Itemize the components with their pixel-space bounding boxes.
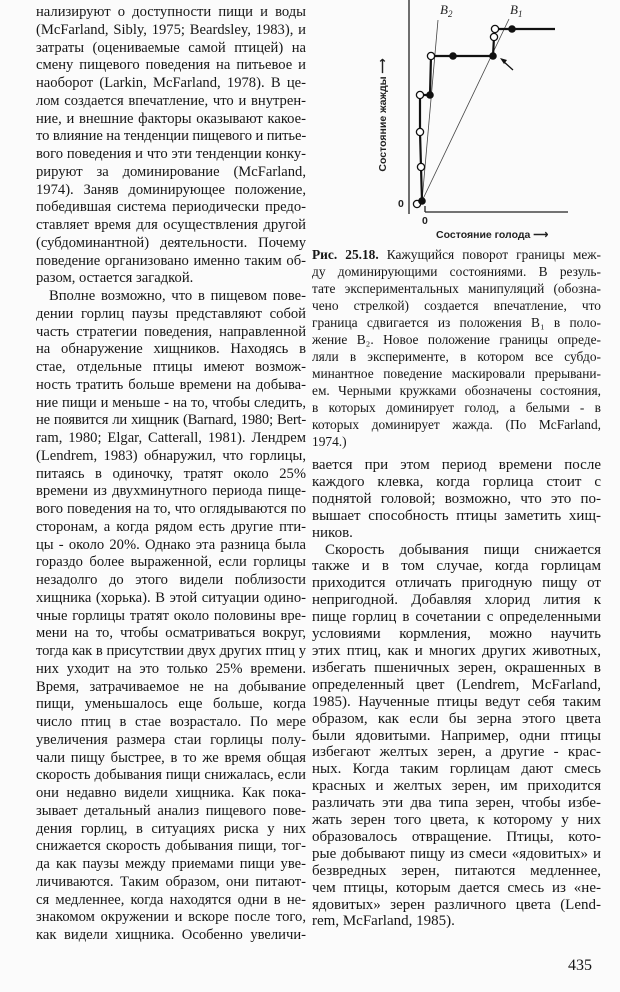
text-line: Время, затрачиваемое не на добывание <box>36 678 306 695</box>
text-line: пищи, уменьшалось еще больше, когда <box>36 696 306 713</box>
caption-line: минантное поведение маскировали прерывани- <box>312 366 601 381</box>
text-line: (McFarland, Sibly, 1975; Beardsley, 1983), и <box>36 21 306 38</box>
text-line: знакомом окружении и вскоре после того, <box>36 909 306 926</box>
text-line: времени из двухминутного периода пище- <box>36 483 306 500</box>
text-line: они недавно видели хищника. Как пока- <box>36 785 306 801</box>
manipulation-arrow-icon <box>500 58 513 70</box>
text-line: рые добывают пищу из смеси «ядовитых» и <box>312 845 601 862</box>
text-line: хищника (хорька). В этой ситуации одино- <box>36 589 306 606</box>
text-line: рируют за доминирование (McFarland, <box>36 163 306 180</box>
text-line: стае, отдельные птицы имеют возмож- <box>36 359 306 375</box>
paragraph <box>36 288 306 945</box>
text-line: снижается скорость добывания пищи, тог- <box>36 838 306 855</box>
trajectory-line <box>417 29 555 204</box>
text-line: как видели хищника. Особенно увеличи- <box>36 927 306 943</box>
caption-line: ем. Черными кружками обозначены состояния, <box>312 383 601 398</box>
text-line: ников. <box>312 524 353 541</box>
text-line: приходится отличать пригодную пищу от <box>312 575 601 592</box>
text-line: были ядовитыми. Например, одни птицы <box>312 727 601 744</box>
text-line: ние, и внешние факторы оказывают какое- <box>36 110 306 127</box>
text-line: вого поведения на то, что оглядываются по <box>36 501 306 517</box>
text-line: поведение организовано именно таким об- <box>36 252 306 269</box>
page-number: 435 <box>568 957 592 974</box>
text-line: победившая система периодически предо- <box>36 199 306 216</box>
text-line: лом создается впечатление, что и внутрен- <box>36 92 306 109</box>
text-line: зывает детальный анализ пищевого пове- <box>36 802 306 819</box>
text-line: на обнаружение хищников. Находясь в <box>36 341 306 358</box>
y-zero-label: 0 <box>398 198 404 210</box>
figure-caption <box>312 246 601 450</box>
text-line: пище горлиц в сочетании с определенными <box>312 609 601 626</box>
caption-line: тате экспериментальных манипуляций (обозна- <box>312 281 601 296</box>
text-line: дения горлиц, в ситуациях риска у них <box>36 820 306 837</box>
text-line: скорость добывания пищи снижалась, если <box>36 767 306 784</box>
text-line: избегают желтых зерен, а другие - крас- <box>312 744 601 761</box>
text-line: вого поведения и что эти тенденции конку- <box>36 146 306 162</box>
text-line: образом, как если бы зерна этого цвета <box>312 710 601 727</box>
caption-line: которых доминирует жажда. (По McFarland, <box>312 417 601 432</box>
text-line: различать эти два типа зерен, чтобы избе- <box>312 795 601 812</box>
text-line: увеличения размера стаи горлицы полу- <box>36 731 306 748</box>
paragraph <box>312 457 601 542</box>
text-line: также и в том случае, когда горлицам <box>312 558 601 575</box>
right-text-column <box>312 457 601 930</box>
text-line: 1974). Заняв доминирующее положение, <box>36 181 306 198</box>
figure-25-18 <box>360 0 620 240</box>
text-line: ядовитых» зерен различного цвета (Lend- <box>312 896 601 913</box>
text-line: красных и желтых зерен, им приходится <box>312 778 601 795</box>
text-line: этих птиц, как и многих других животных, <box>312 642 601 659</box>
text-line: жать зерен того цвета, к которому у них <box>312 812 601 829</box>
text-line: образовалось отвращение. Птицы, кото- <box>312 828 601 845</box>
text-line: ram, 1980; Elgar, Catterall, 1981). Лендрем <box>36 430 306 446</box>
x-axis <box>425 206 568 212</box>
boundary-line-b1 <box>422 19 509 201</box>
paragraph <box>312 542 601 931</box>
text-line: 1985). Наученные птицы ведут себя таким <box>312 693 601 710</box>
text-line: число птиц в стае возрастало. По мере <box>36 714 306 730</box>
text-line: ние пищи и меньше - на то, чтобы следить, <box>36 394 306 411</box>
x-axis-label: Состояние голода ⟶ <box>436 229 549 240</box>
text-line: питаясь в одиночку, тратят около 25% <box>36 465 306 482</box>
boundary-line-b2 <box>422 20 438 201</box>
text-line: часть стратегии поведения, направленной <box>36 323 306 340</box>
text-line: мени на то, чтобы осматриваться вокруг, <box>36 625 306 642</box>
caption-line: чено стрелкой) создается впечатление, что <box>312 298 601 313</box>
text-line: наоборот (Larkin, McFarland, 1978). В це- <box>36 75 306 91</box>
text-line: чали пищу быстрее, в то же время общая <box>36 749 306 766</box>
text-line: каждого клевка, когда горлица стоит с <box>312 473 601 490</box>
text-line: rem, McFarland, 1985). <box>312 913 455 930</box>
caption-line: в которых доминирует голод, а белыми - в <box>312 400 601 415</box>
text-line: Скорость добывания пищи снижается <box>325 541 601 558</box>
b1-label: $B_1$ <box>510 2 523 19</box>
text-line: чные горлицы тратят около половины вре- <box>36 607 306 624</box>
text-line: ность тратить больше времени на добыва- <box>36 376 306 393</box>
caption-line: ду доминирующими состояниями. В резуль- <box>312 264 601 279</box>
caption-line: 1974.) <box>312 434 347 449</box>
text-line: смену пищевого поведения на питьевое и <box>36 57 306 74</box>
text-line: условиями кормления, можно научить <box>312 626 601 643</box>
text-line: гораздо более выраженной, если горлицы <box>36 554 306 571</box>
text-line: них уходит на это только 25% времени. <box>36 660 306 677</box>
caption-line <box>312 246 601 263</box>
text-line: личиваются. Таким образом, они питают- <box>36 873 306 890</box>
text-line: ся медленнее, когда находятся одни в не- <box>36 891 306 908</box>
text-line: разом, остается загадкой. <box>36 270 194 287</box>
text-line: ных. Когда таким горлицам дают смесь <box>312 761 601 778</box>
paragraph <box>36 4 306 288</box>
b2-label: $B_2$ <box>440 2 453 19</box>
text-line: не появится ли хищник (Barnard, 1980; Bert- <box>36 412 306 429</box>
text-line: цы - около 20%. Однако эта разница была <box>36 536 306 553</box>
text-line: нализируют о доступности пищи и воды <box>36 4 306 20</box>
text-line: безвредных зерен, питаются медленнее, <box>312 862 601 879</box>
text-line: (Lendrem, 1983) обнаружил, что горлицы, <box>36 447 306 464</box>
text-line: избегать пшеничных зерен, окрашенных в <box>312 659 601 676</box>
text-line: (субдоминантной) деятельности. Почему <box>36 234 306 251</box>
caption-text: Кажущийся поворот границы меж- <box>378 247 601 262</box>
text-line: дении горлиц паузы представляют собой <box>36 305 306 322</box>
caption-line: жение B₂. Новое положение границы опреде- <box>312 332 601 347</box>
text-line: ставляет время для осуществления другой <box>36 217 306 233</box>
text-line: чем птицы, которым дается смесь из «не- <box>312 879 601 896</box>
text-line: Вполне возможно, что в пищевом пове- <box>49 288 306 304</box>
text-line: вается при этом период времени после <box>312 457 601 473</box>
left-text-column <box>36 4 306 945</box>
text-line: вышает способность птицы заметить хищ- <box>312 507 601 524</box>
text-line: затраты (оцениваемые самой птицей) на <box>36 39 306 56</box>
text-line: незадолго до этого видели поблизости <box>36 572 306 588</box>
text-line: сторонам, а когда рядом есть другие пти- <box>36 518 306 535</box>
text-line: непригодной. Добавляя хлорид лития к <box>312 592 601 609</box>
figure-label: Рис. 25.18. <box>312 247 379 262</box>
thirst-dominant-points <box>413 25 498 207</box>
text-line: определенный цвет (Lendrem, McFarland, <box>312 676 601 693</box>
caption-line: ляли в эксперименте, в котором все субдо- <box>312 349 601 364</box>
caption-line: граница сдвигается из положения B₁ в поло- <box>312 315 601 330</box>
y-axis-label: Состояние жажды ⟶ <box>377 58 389 172</box>
text-line: то влияние на тенденции пищевого и питье- <box>36 128 307 145</box>
text-line: тогда как в присутствии двух других птиц у <box>36 643 306 659</box>
text-line: да как паузы между приемами пищи уве- <box>36 856 306 872</box>
x-zero-label: 0 <box>422 215 428 227</box>
text-line: поднятой головой; возможно, что это по- <box>312 490 601 507</box>
